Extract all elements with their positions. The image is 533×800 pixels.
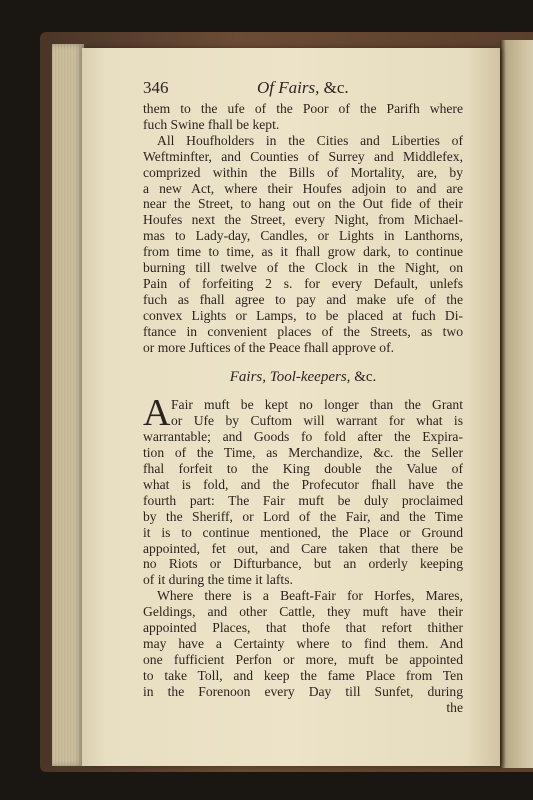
text-line: them to the ufe of the Poor of the Parifh where (143, 101, 463, 116)
text-line: fourth part: The Fair muft be duly proclaimed (143, 492, 463, 508)
section-heading-title: Fairs, Tool-keepers, (229, 368, 351, 385)
page-text (143, 80, 463, 716)
text-line: Pain of forfeiting 2 s. for every Default, unlefs (143, 275, 463, 291)
text-line: or Ufe by Cuftom will warrant for what is (171, 413, 463, 429)
text-line: fuch as fhall agree to pay and make ufe of the (143, 291, 463, 307)
text-line: appointed Places, that thofe that refort thither (143, 620, 463, 636)
text-line: warrantable; and Goods fo fold after the Expira- (143, 429, 463, 445)
paragraph-3 (143, 392, 463, 588)
text-line: Where there is a Beaft-Fair for Horfes, Mares, (157, 588, 463, 604)
running-head-title: Of Fairs, (257, 78, 320, 97)
paragraph-2 (143, 133, 463, 356)
page-header (143, 80, 463, 101)
text-line: tion of the Time, as Merchandize, &c. the Seller (143, 445, 463, 461)
text-line: it is to continue mentioned, the Place or Ground (143, 524, 463, 540)
text-line: or more Juftices of the Peace fhall approve of. (143, 339, 395, 355)
text-line: to take Toll, and keep the fame Place from Ten (143, 667, 463, 683)
text-line: fuch Swine fhall be kept. (143, 116, 280, 132)
text-line: Geldings, and other Cattle, they muft have their (143, 604, 463, 620)
text-line: one fufficient Perfon or more, muft be appointed (143, 651, 463, 667)
text-line: Weftminfter, and Counties of Surrey and Middlefex, (143, 148, 463, 164)
text-line: burning till twelve of the Clock in the Night, on (143, 260, 463, 276)
paragraph-4 (143, 588, 463, 699)
text-line: from time to time, as it fhall grow dark, to continue (143, 244, 463, 260)
section-heading (143, 370, 463, 386)
text-line: no Riots or Difturbance, but an orderly keeping (143, 556, 463, 572)
paragraph-1 (143, 101, 463, 133)
page-number: 346 (143, 78, 169, 97)
text-line: what is fold, and the Profecutor fhall have the (143, 476, 463, 492)
text-line: a new Act, where their Houfes adjoin to and are (143, 180, 463, 196)
page-edges (52, 44, 84, 766)
text-line: near the Street, to hang out on the Out fide of their (143, 196, 463, 212)
text-line: ftance in convenient places of the Streets, as two (143, 323, 463, 339)
text-line: may have a Certainty where to find them. And (143, 636, 463, 651)
text-line: fhal forfeit to the King double the Value of (143, 461, 463, 477)
catchword: the (446, 699, 463, 715)
text-line: Houfes next the Street, every Night, from Michael- (143, 212, 463, 228)
text-line: Fair muft be kept no longer than the Grant (171, 397, 463, 413)
text-line: appointed, fet out, and Care taken that there be (143, 540, 463, 556)
section-heading-etc: &c. (350, 368, 377, 385)
running-head-etc: &c. (319, 78, 349, 97)
text-line: convex Lights or Lamps, to be placed at fuch Di- (143, 307, 463, 323)
text-line: in the Forenoon every Day till Sunfet, during (143, 683, 463, 699)
text-line: All Houfholders in the Cities and Liberties of (157, 132, 463, 148)
text-line: by the Sheriff, or Lord of the Fair, and the Time (143, 508, 463, 524)
drop-cap: A (143, 392, 171, 435)
facing-page-edge (500, 40, 533, 768)
running-head (257, 80, 349, 96)
text-line: comprized within the Bills of Mortality, are, by (143, 164, 463, 180)
text-line: mas to Lady-day, Candles, or Lights in Lanthorns, (143, 228, 463, 244)
text-line: of it during the time it lafts. (143, 572, 293, 588)
